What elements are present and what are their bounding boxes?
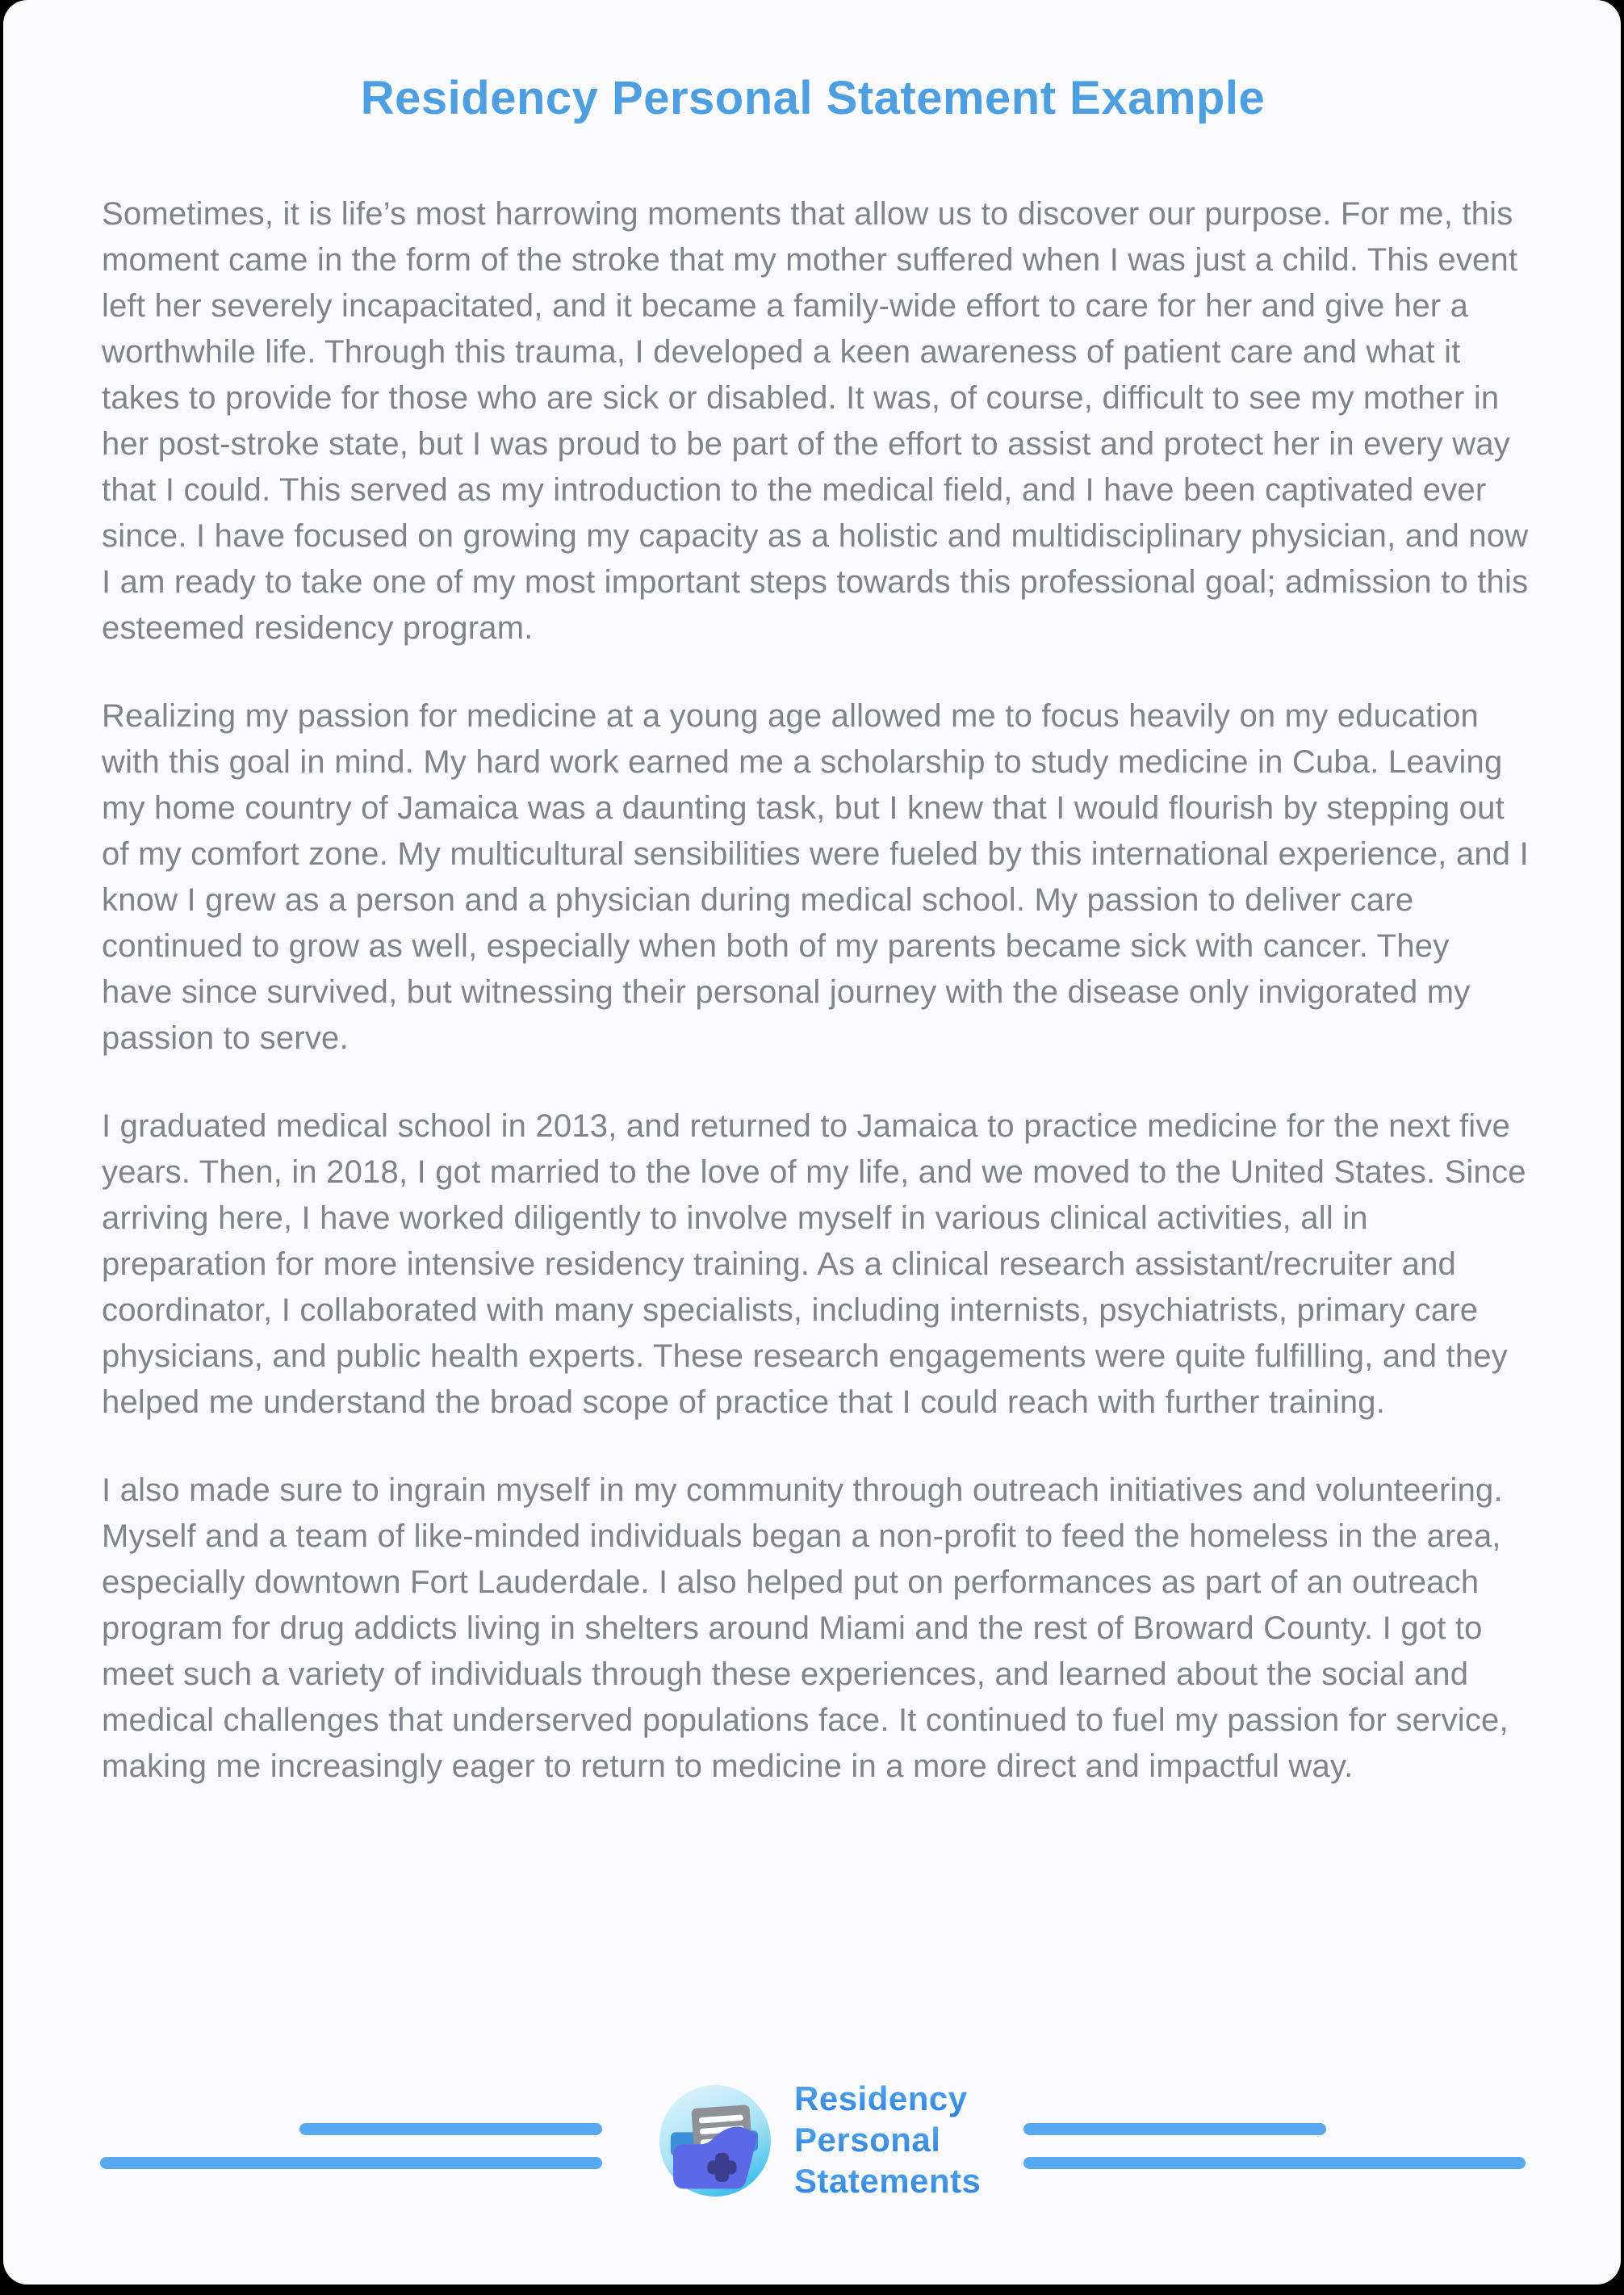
brand-wordmark [794,2078,981,2201]
brand-wordmark-line-3: Statements [794,2162,982,2200]
decorative-line-left-bottom [100,2157,602,2169]
brand-wordmark-line-1: Residency [794,2078,981,2119]
decorative-line-left-top [299,2123,602,2135]
statement-paragraph-4: I also made sure to ingrain myself in my community through outreach initiatives and volunteering. Myself and a team of like-minded individuals began a non-profit to feed the homeless in the area, especially downtown Fort Lauderdale. I also helped put on performances as part of an outreach program for drug addicts living in shelters around Miami and the rest of Broward County. I got to meet such a variety of individuals through these experiences, and learned about the social and medical challenges that underserved populations face. It continued to fuel my passion for service, making me increasingly eager to return to medicine in a more direct and impactful way. [102,1472,1509,1784]
folder-documents-medical-cross-icon [659,2084,772,2197]
statement-paragraph-1: Sometimes, it is life’s most harrowing moments that allow us to discover our purpose. For me, this moment came in the form of the stroke that my mother suffered when I was just a child. This event left her severely incapacitated, and it became a family-wide effort to care for her and give her a worthwhile life. Through this trauma, I developed a keen awareness of patient care and what it takes to provide for those who are sick or disabled. It was, of course, difficult to see my mother in her post-stroke state, but I was proud to be part of the effort to assist and protect her in every way that I could. This served as my introduction to the medical field, and I have been captivated ever since. I have focused on growing my capacity as a holistic and multidisciplinary physician, and now I am ready to take one of my most important steps towards this professional goal; admission to this esteemed residency program. [102,196,1529,646]
statement-paragraph-3: I graduated medical school in 2013, and returned to Jamaica to practice medicine for the next five years. Then, in 2018, I got married to the love of my life, and we moved to the United States. Since arriving here, I have worked diligently to involve myself in various clinical activities, all in preparation for more intensive residency training. As a clinical research assistant/recruiter and coordinator, I collaborated with many specialists, including internists, psychiatrists, primary care physicians, and public health experts. These research engagements were quite fulfilling, and they helped me understand the broad scope of practice that I could reach with further training. [102,1108,1526,1420]
document-page [3,0,1621,2285]
statement-paragraph-2: Realizing my passion for medicine at a young age allowed me to focus heavily on my education with this goal in mind. My hard work earned me a scholarship to study medicine in Cuba. Leaving my home country of Jamaica was a daunting task, but I knew that I would flourish by stepping out of my comfort zone. My multicultural sensibilities were fueled by this international experience, and I know I grew as a person and a physician during medical school. My passion to deliver care continued to grow as well, especially when both of my parents became sick with cancer. They have since survived, but witnessing their personal journey with the disease only invigorated my passion to serve. [102,698,1529,1056]
decorative-line-right-top [1023,2123,1326,2135]
decorative-line-right-bottom [1023,2157,1526,2169]
page-title: Residency Personal Statement Example [360,72,1266,124]
statement-content [3,0,1621,1790]
brand-logo [659,2084,772,2197]
brand-wordmark-line-2: Personal [794,2119,981,2160]
